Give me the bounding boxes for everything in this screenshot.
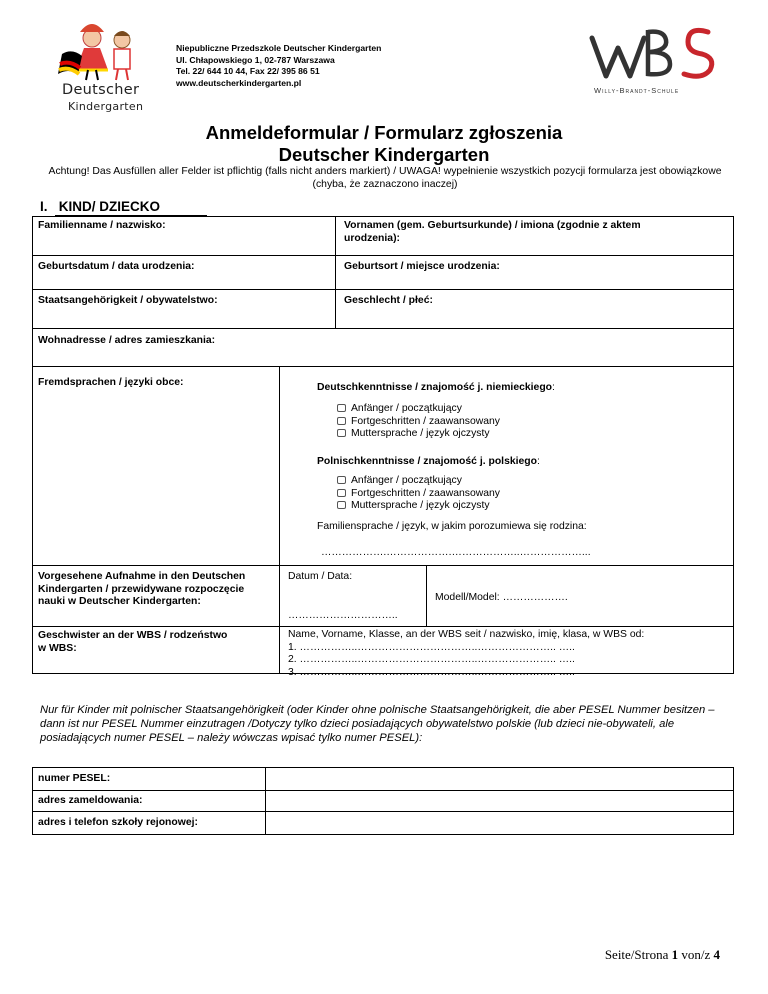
staatsangehoerigkeit-label: Staatsangehörigkeit / obywatelstwo:	[38, 295, 218, 306]
polish-option-native[interactable]	[337, 500, 500, 513]
pesel-label-cell	[32, 767, 266, 791]
sibling-line-2[interactable]: 2. ……………..……………………………..………………….. …..	[288, 654, 575, 665]
registration-address-value-cell[interactable]	[265, 790, 734, 812]
kindergarten-logo-line2: Kindergarten	[68, 100, 144, 113]
geschlecht-label: Geschlecht / płeć:	[344, 295, 433, 306]
admission-date-label: Datum / Data:	[288, 571, 353, 582]
polish-knowledge-heading-wrap	[317, 451, 540, 469]
page-middle: von/z	[678, 947, 714, 962]
page-prefix: Seite/Strona	[604, 947, 672, 962]
page-current: 1	[671, 947, 679, 962]
wbs-logo	[588, 20, 723, 110]
siblings-label-cell	[32, 626, 280, 674]
checkbox-icon[interactable]	[337, 417, 346, 425]
vornamen-label: Vornamen (gem. Geburtsurkunde) / imiona (zgodnie z aktem urodzenia):	[344, 220, 641, 244]
polish-option-beginner[interactable]	[337, 475, 500, 488]
school-website: www.deutscherkindergarten.pl	[176, 77, 302, 88]
checkbox-icon[interactable]	[337, 476, 346, 484]
pesel-note: Nur für Kinder mit polnischer Staatsangehörigkeit (oder Kinder ohne polnische Staatsangehörigkeit, die aber PESEL Nummer besitzen – dann ist nur PESEL Nummer einzutragen /Dotyczy tylko dzieci posiadających obywatelstwo polskie (lub dzieci nie-obywateli, ale posiadających numer PESEL – należy wówczas wpisać tylko numer PESEL):	[40, 704, 715, 744]
wohnadresse-label: Wohnadresse / adres zamieszkania:	[38, 335, 216, 346]
admission-model-label: Modell/Model: ……………….	[435, 592, 568, 603]
polish-option-advanced-label: Fortgeschritten / zaawansowany	[351, 487, 501, 499]
school-street: Ul. Chłapowskiego 1, 02-787 Warszawa	[176, 54, 335, 65]
admission-model-cell[interactable]	[426, 565, 734, 627]
family-language-dots[interactable]: ……………….……………….………………..………………...	[321, 547, 591, 558]
admission-date-dots: …………………………..	[288, 610, 398, 621]
section-heading: I. KIND/ DZIECKO	[40, 199, 161, 214]
staatsangehoerigkeit-cell[interactable]	[32, 289, 336, 329]
german-option-beginner-label: Anfänger / początkujący	[351, 403, 462, 414]
school-name: Niepubliczne Przedszkole Deutscher Kindergarten	[176, 43, 382, 53]
pesel-value-cell[interactable]	[265, 767, 734, 791]
admission-date-cell[interactable]	[279, 565, 427, 627]
fremdsprachen-label: Fremdsprachen / języki obce:	[38, 377, 184, 388]
siblings-heading: Name, Vorname, Klasse, an der WBS seit / nazwisko, imię, klasa, w WBS od:	[288, 629, 645, 640]
geburtsdatum-cell[interactable]	[32, 255, 336, 290]
school-phone: Tel. 22/ 644 10 44, Fax 22/ 395 86 51	[176, 66, 320, 76]
fremdsprachen-cell[interactable]	[32, 366, 280, 566]
page-number	[605, 947, 720, 963]
german-knowledge-heading: Deutschkenntnisse / znajomość j. niemieckiego	[317, 382, 553, 393]
registration-address-label-cell	[32, 790, 266, 812]
pesel-label: numer PESEL:	[38, 773, 111, 784]
polish-options	[337, 475, 500, 513]
kindergarten-logo-line1: Deutscher	[62, 82, 140, 98]
geburtsdatum-label: Geburtsdatum / data urodzenia:	[38, 261, 195, 272]
vornamen-cell[interactable]	[335, 216, 734, 256]
geburtsort-cell[interactable]	[335, 255, 734, 290]
admission-label-cell	[32, 565, 280, 627]
geschlecht-cell[interactable]	[335, 289, 734, 329]
polish-knowledge-colon: :	[537, 456, 540, 467]
german-knowledge-heading-wrap	[317, 377, 555, 395]
polish-option-native-label: Muttersprache / język ojczysty	[351, 500, 490, 511]
polish-option-advanced[interactable]	[337, 488, 500, 501]
kindergarten-logo	[40, 8, 170, 116]
siblings-entries-cell[interactable]	[279, 626, 734, 678]
german-option-advanced[interactable]	[337, 416, 500, 429]
family-language-label: Familiensprache / język, w jakim porozumiewa się rodzina:	[317, 521, 587, 532]
sibling-line-3[interactable]: 3. ……………..……………………………..………………….. …..	[288, 666, 575, 678]
form-title-line2: Deutscher Kindergarten	[278, 144, 490, 165]
checkbox-icon[interactable]	[337, 404, 346, 412]
familienname-label: Familienname / nazwisko:	[38, 220, 166, 231]
polish-knowledge-heading: Polnischkenntnisse / znajomość j. polskiego	[317, 456, 537, 467]
german-knowledge-colon: :	[552, 382, 555, 393]
wbs-logo-mark	[588, 20, 723, 90]
registration-address-label: adres zameldowania:	[38, 795, 143, 806]
checkbox-icon[interactable]	[337, 429, 346, 437]
page-total: 4	[713, 947, 720, 962]
admission-label: Vorgesehene Aufnahme in den Deutschen Kindergarten / przewidywane rozpoczęcie nauki w Deutscher Kindergarten:	[38, 571, 246, 607]
mandatory-note: Achtung! Das Ausfüllen aller Felder ist pflichtig (falls nicht anders markiert) / UWAGA! wypełnienie wszystkich pozycji formularza jest obowiązkowe (chyba, że zaznaczono inaczej)	[48, 166, 722, 190]
polish-option-beginner-label: Anfänger / początkujący	[351, 475, 462, 486]
checkbox-icon[interactable]	[337, 501, 346, 509]
form-title-line1: Anmeldeformular / Formularz zgłoszenia	[205, 122, 563, 143]
school-address-block	[176, 43, 381, 89]
district-school-label-cell	[32, 811, 266, 835]
german-option-advanced-label: Fortgeschritten / zaawansowany	[351, 415, 501, 427]
sibling-line-1[interactable]: 1. ……………..……………………………..………………….. …..	[288, 641, 575, 653]
german-option-native[interactable]	[337, 428, 500, 441]
district-school-value-cell[interactable]	[265, 811, 734, 835]
geburtsort-label: Geburtsort / miejsce urodzenia:	[344, 261, 500, 272]
german-option-native-label: Muttersprache / język ojczysty	[351, 428, 490, 439]
language-knowledge-cell	[279, 366, 734, 566]
familienname-cell[interactable]	[32, 216, 336, 256]
siblings-label: Geschwister an der WBS / rodzeństwo w WBS:	[38, 630, 228, 654]
german-options	[337, 403, 500, 441]
checkbox-icon[interactable]	[337, 489, 346, 497]
german-option-beginner[interactable]	[337, 403, 500, 416]
district-school-label: adres i telefon szkoły rejonowej:	[38, 817, 198, 828]
wohnadresse-cell[interactable]	[32, 328, 734, 367]
wbs-logo-subtitle: Willy-Brandt-Schule	[594, 86, 680, 95]
